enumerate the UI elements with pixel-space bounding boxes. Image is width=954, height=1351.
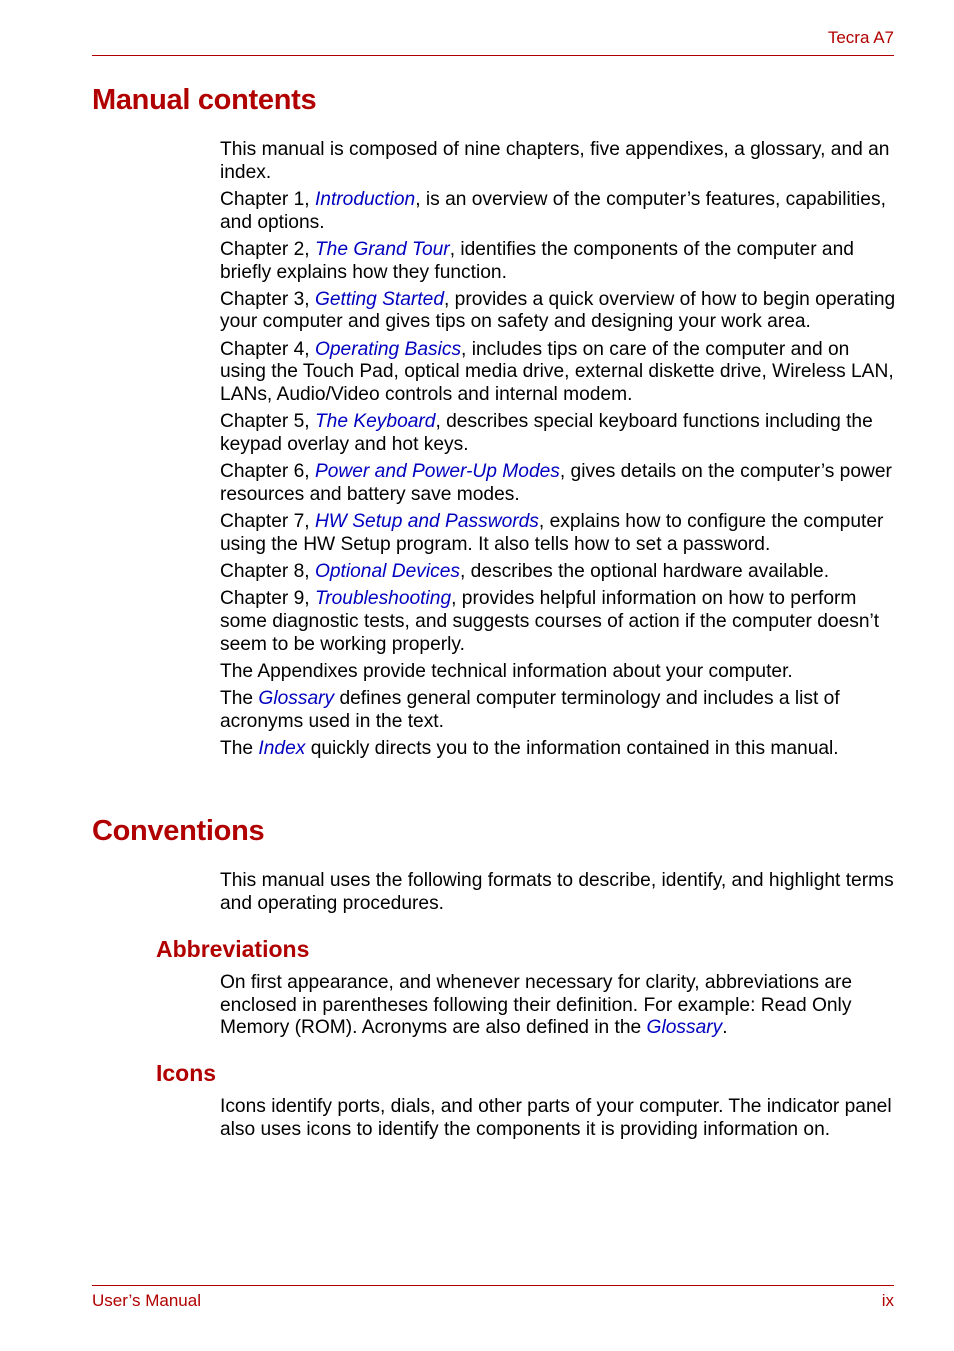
heading-abbreviations: Abbreviations xyxy=(156,936,310,962)
link-glossary[interactable]: Glossary xyxy=(258,687,335,709)
abbreviations-paragraph: On first appearance, and whenever necessary for clarity, abbreviations are enclosed in parentheses following their definition. For example: Read Only Memory (ROM). Acronyms are also defined in the Glossary. xyxy=(220,972,853,1039)
link-optional-devices[interactable]: Optional Devices xyxy=(314,560,460,582)
icons-paragraph: Icons identify ports, dials, and other parts of your computer. The indicator panel also uses icons to identify the components it is providing information on. xyxy=(220,1096,892,1140)
chapter-9-paragraph: Chapter 9, Troubleshooting, provides helpful information on how to perform some diagnostic tests, and suggests courses of action if the computer doesn’t seem to be working properly. xyxy=(220,588,880,655)
link-the-keyboard[interactable]: The Keyboard xyxy=(314,411,436,433)
conventions-body xyxy=(220,870,896,920)
chapter-8-paragraph: Chapter 8, Optional Devices, describes the optional hardware available. xyxy=(220,560,830,582)
footer-manual-title: User’s Manual xyxy=(92,1291,201,1310)
link-introduction[interactable]: Introduction xyxy=(314,188,416,210)
chapter-2-paragraph: Chapter 2, The Grand Tour, identifies the components of the computer and briefly explains how they function. xyxy=(220,238,854,283)
link-power-and-power-up-modes[interactable]: Power and Power-Up Modes xyxy=(314,461,560,483)
heading-conventions: Conventions xyxy=(92,815,265,847)
conventions-intro: This manual uses the following formats to describe, identify, and highlight terms and operating procedures. xyxy=(220,870,894,914)
running-header: Tecra A7 xyxy=(827,28,894,47)
index-paragraph: The Index quickly directs you to the information contained in this manual. xyxy=(220,737,839,759)
manual-contents-body xyxy=(220,139,896,765)
heading-icons: Icons xyxy=(156,1060,217,1086)
chapter-4-paragraph: Chapter 4, Operating Basics, includes tips on care of the computer and on using the Touch Pad, optical media drive, external diskette drive, Wireless LAN, LANs, Audio/Video controls and internal modem. xyxy=(220,338,894,406)
appendixes-paragraph: The Appendixes provide technical information about your computer. xyxy=(220,660,793,682)
icons-body xyxy=(220,1096,896,1146)
chapter-5-paragraph: Chapter 5, The Keyboard, describes special keyboard functions including the keypad overlay and hot keys. xyxy=(220,411,873,455)
link-getting-started[interactable]: Getting Started xyxy=(314,288,444,310)
glossary-paragraph: The Glossary defines general computer terminology and includes a list of acronyms used in the text. xyxy=(220,687,840,732)
link-operating-basics[interactable]: Operating Basics xyxy=(314,338,462,360)
chapter-6-paragraph: Chapter 6, Power and Power-Up Modes, gives details on the computer’s power resources and battery save modes. xyxy=(220,461,892,505)
chapter-7-paragraph: Chapter 7, HW Setup and Passwords, explains how to configure the computer using the HW Setup program. It also tells how to set a password. xyxy=(220,511,884,555)
chapter-3-paragraph: Chapter 3, Getting Started, provides a quick overview of how to begin operating your computer and gives tips on safety and designing your work area. xyxy=(220,288,896,333)
intro-paragraph: This manual is composed of nine chapters, five appendixes, a glossary, and an index. xyxy=(220,139,890,183)
link-the-grand-tour[interactable]: The Grand Tour xyxy=(314,238,450,260)
header-rule xyxy=(92,55,894,56)
link-index[interactable]: Index xyxy=(258,737,306,759)
link-troubleshooting[interactable]: Troubleshooting xyxy=(314,588,452,610)
link-hw-setup-and-passwords[interactable]: HW Setup and Passwords xyxy=(314,511,539,533)
abbreviations-body xyxy=(220,972,896,1045)
page-number: ix xyxy=(881,1291,894,1310)
heading-manual-contents: Manual contents xyxy=(92,84,317,116)
link-glossary-abbreviations[interactable]: Glossary xyxy=(646,1017,723,1039)
chapter-1-paragraph: Chapter 1, Introduction, is an overview of the computer’s features, capabilities, and options. xyxy=(220,188,886,233)
footer-rule xyxy=(92,1285,894,1286)
